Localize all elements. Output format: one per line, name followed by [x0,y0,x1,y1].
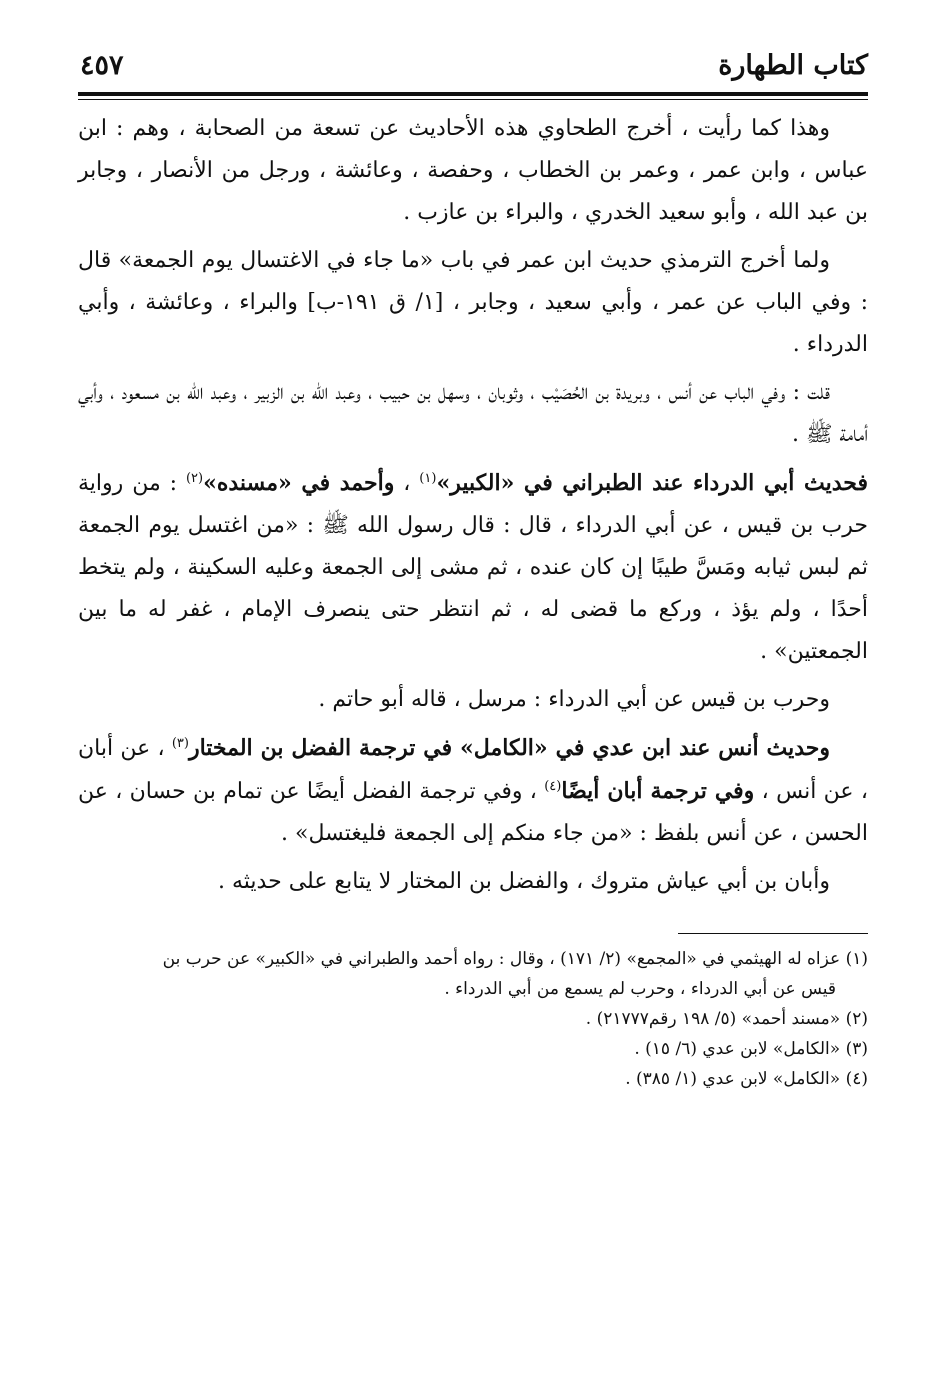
paragraph-6 [78,727,868,855]
footnote-ref-2: (٢) [185,471,204,487]
footnote-ref-3: (٣) [171,736,189,752]
paragraph-2: ولما أخرج الترمذي حديث ابن عمر في باب «ما جاء في الاغتسال يوم الجمعة» قال : وفي الباب عن عمر ، وأبي سعيد ، وجابر ، [١/ ق ١٩١-ب] والبراء ، وعائشة ، وأبي الدرداء . [78,248,868,357]
paragraph-6-bold-a: وحديث أنس عند ابن عدي في «الكامل» في ترجمة الفضل بن المختار [188,735,830,761]
book-title: كتاب الطهارة [718,50,868,81]
paragraph-1: وهذا كما رأيت ، أخرج الطحاوي هذه الأحاديث عن تسعة من الصحابة ، وهم : ابن عباس ، وابن عمر ، وعمر بن الخطاب ، وحفصة ، وعائشة ، ورجل من الأنصار ، وجابر بن عبد الله ، وأبو سعيد الخدري ، والبراء بن عازب . [78,116,868,225]
footnote-divider [678,933,868,934]
header-rule-thick [78,92,868,96]
paragraph-4 [78,462,868,673]
paragraph-3: قلت : وفي الباب عن أنس ، وبريدة بن الحُصَيْب ، وثوبان ، وسهل بن حبيب ، وعبد الله بن الزبير ، وعبد الله بن مسعود ، وأبي أمامة ﷺ . [78,380,868,447]
paragraph-4-bold-a: فحديث أبي الدرداء عند الطبراني في «الكبير» [436,470,868,496]
footnote-4: (٤) «الكامل» لابن عدي (١/ ٣٨٥) . [625,1069,868,1089]
footnote-3: (٣) «الكامل» لابن عدي (٦/ ١٥) . [634,1039,868,1059]
main-text [78,108,868,903]
header-rule-thin [78,99,868,100]
paragraph-6-mid: ، عن أبان ، عن أنس ، [78,736,868,804]
paragraph-5: وحرب بن قيس عن أبي الدرداء : مرسل ، قاله أبو حاتم . [318,687,830,712]
footnote-ref-1: (١) [419,471,437,487]
footnote-2: (٢) «مسند أحمد» (٥/ ١٩٨ رقم٢١٧٧٧) . [585,1009,868,1029]
paragraph-6-bold-b: وفي ترجمة أبان أيضًا [561,778,755,804]
page-number: ٤٥٧ [80,50,124,81]
footnote-1-line-2: قيس عن أبي الدرداء ، وحرب لم يسمع من أبي الدرداء . [444,979,836,999]
paragraph-7: وأبان بن أبي عياش متروك ، والفضل بن المختار لا يتابع على حديثه . [218,869,830,894]
footnote-1-line-1: (١) عزاه له الهيثمي في «المجمع» (٢/ ١٧١) ، وقال : رواه أحمد والطبراني في «الكبير» عن حرب بن [162,949,868,969]
footnotes [78,944,868,1094]
paragraph-4-bold-b: وأحمد في «مسنده» [203,470,395,496]
paragraph-6-rest: ، وفي ترجمة الفضل أيضًا عن تمام بن حسان ، عن الحسن ، عن أنس بلفظ : «من جاء منكم إلى الجمعة فليغتسل» . [78,779,868,846]
page-header [78,40,868,92]
book-page [78,40,868,1350]
footnote-ref-4: (٤) [544,779,562,795]
paragraph-4-rest: : من رواية حرب بن قيس ، عن أبي الدرداء ، قال : قال رسول الله ﷺ : «من اغتسل يوم الجمعة ثم لبس ثيابه ومَسَّ طيبًا إن كان عنده ، ثم مشى إلى الجمعة وعليه السكينة ، ولم يتخط أحدًا ، ولم يؤذ ، وركع ما قضى له ، ثم انتظر حتى ينصرف الإمام ، غفر له ما بين الجمعتين» . [78,471,868,664]
paragraph-4-separator: ، [394,471,420,496]
